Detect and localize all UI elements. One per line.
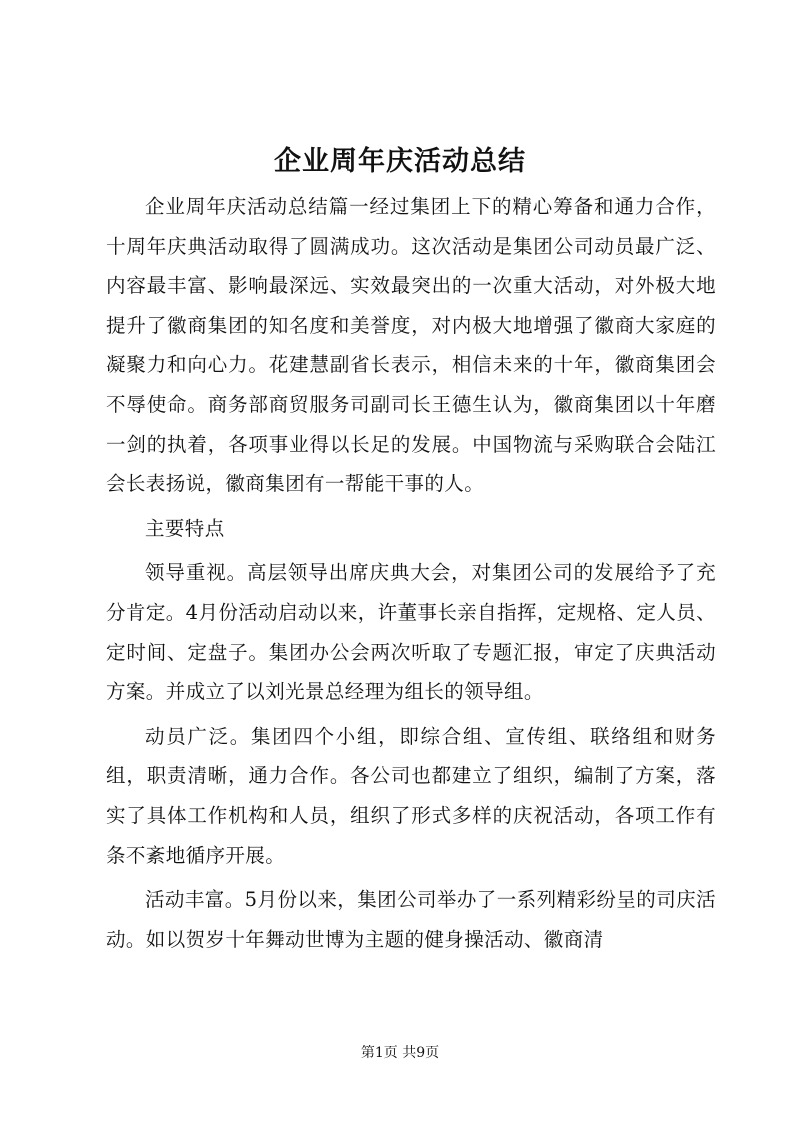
page-number: 第1页 共9页 [360,1045,440,1061]
document-title: 企业周年庆活动总结 [274,146,526,177]
section-heading-main-features: 主要特点 [145,516,225,540]
paragraph-intro: 企业周年庆活动总结篇一经过集团上下的精心筹备和通力合作，十周年庆典活动取得了圆满成功。这次活动是集团公司动员最广泛、内容最丰富、影响最深远、实效最突出的一次重大活动，对外极大地提升了徽商集团的知名度和美誉度，对内极大地增强了徽商大家庭的凝聚力和向心力。花建慧副省长表示，相信未来的十年，徽商集团会不辱使命。商务部商贸服务司副司长王德生认为，徽商集团以十年磨一剑的执着，各项事业得以长足的发展。中国物流与采购联合会陆江会长表扬说，徽商集团有一帮能干事的人。 [106,195,716,496]
paragraph-leadership: 领导重视。高层领导出席庆典大会，对集团公司的发展给予了充分肯定。4月份活动启动以来，许董事长亲自指挥，定规格、定人员、定时间、定盘子。集团办公会两次听取了专题汇报，审定了庆典活动方案。并成立了以刘光景总经理为组长的领导组。 [106,561,716,704]
document-body [106,187,716,959]
paragraph-activities: 活动丰富。5月份以来，集团公司举办了一系列精彩纷呈的司庆活动。如以贺岁十年舞动世博为主题的健身操活动、徽商清 [106,888,716,951]
page-footer [0,1043,800,1063]
paragraph-mobilization: 动员广泛。集团四个小组，即综合组、宣传组、联络组和财务组，职责清晰，通力合作。各公司也都建立了组织，编制了方案，落实了具体工作机构和人员，组织了形式多样的庆祝活动，各项工作有条不紊地循序开展。 [106,724,716,867]
